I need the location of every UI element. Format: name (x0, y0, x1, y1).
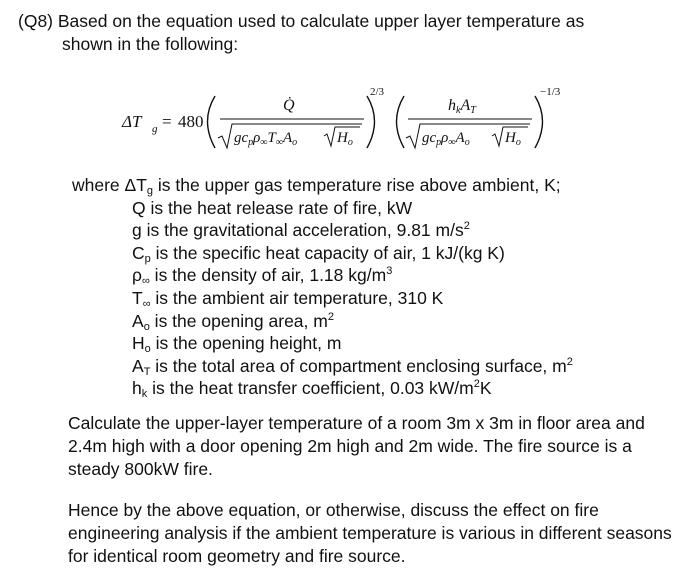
def-sup: 2 (327, 310, 334, 323)
eq-coefficient: 480 (178, 112, 204, 131)
def-symbol: ΔT (124, 175, 147, 195)
def-symbol: A (132, 310, 144, 331)
definition-item (72, 219, 682, 242)
eq-lhs: ΔT (122, 112, 142, 131)
definition-item (72, 287, 682, 310)
def-text: is the ambient air temperature, 310 K (150, 287, 444, 308)
def-sub: ∞ (141, 275, 150, 288)
eq-denominator-2: $gc_p\rho_\infty A_o$ (422, 130, 470, 148)
definition-item (72, 242, 682, 265)
def-sub: ∞ (142, 297, 151, 310)
right-paren-1 (367, 96, 375, 148)
left-paren-1 (208, 96, 216, 148)
def-sub: p (144, 252, 151, 265)
def-symbol: Q (132, 197, 146, 218)
intro-line-1: Based on the equation used to calculate upper layer temperature as (57, 11, 585, 31)
def-text: is the gravitational acceleration, 9.81 m/s (141, 220, 464, 241)
def-symbol: ρ (132, 265, 142, 286)
definition-item (72, 174, 682, 197)
eq-numerator-1: Q̇ (283, 97, 295, 114)
eq-numerator-2: hkAT (448, 97, 476, 116)
eq-den2-h: $H_o$ (505, 130, 521, 148)
temperature-equation (0, 80, 700, 160)
definition-lead: where (72, 175, 125, 195)
def-text: is the density of air, 1.18 kg/m (149, 265, 387, 286)
def-text: is the specific heat capacity of air, 1 kJ/(kg K) (150, 242, 505, 263)
definition-item (72, 310, 682, 333)
def-sub: k (141, 388, 148, 401)
eq-lhs-sub: g (152, 123, 158, 135)
definition-item (72, 264, 682, 287)
eq-exponent-1: 2/3 (370, 86, 385, 98)
def-sup: 2 (566, 355, 573, 368)
def-text: is the heat transfer coefficient, 0.03 kW/m (147, 378, 474, 399)
eq-exponent-2: −1/3 (540, 86, 561, 98)
question-intro (18, 10, 688, 56)
eq-denominator-1: $gc_p\rho_\infty T_\infty A_o$ (234, 130, 298, 148)
definition-item (72, 377, 682, 400)
def-text: is the total area of compartment enclosing surface, m (150, 355, 567, 376)
definition-item (72, 197, 682, 220)
def-sub: o (144, 343, 151, 356)
def-symbol: H (132, 333, 145, 354)
question-number: (Q8) (18, 11, 53, 31)
left-paren-2 (397, 96, 405, 148)
eq-den1-h: $H_o$ (337, 130, 353, 148)
def-symbol: T (132, 287, 143, 308)
def-sub: o (143, 320, 150, 333)
right-paren-2 (535, 96, 543, 148)
intro-line-2: shown in the following: (62, 34, 239, 54)
def-symbol: C (132, 242, 145, 263)
def-sup: 3 (386, 265, 393, 278)
calculation-paragraph: Calculate the upper-layer temperature of a room 3m x 3m in floor area and 2.4m high with a door opening 2m high and 2m wide. The fire source is a steady 800kW fire. (68, 413, 645, 479)
def-text: is the upper gas temperature rise above ambient, K; (153, 175, 561, 195)
definitions-list (72, 174, 682, 400)
def-sup: 2 (473, 378, 480, 391)
def-sub: g (146, 185, 154, 197)
discussion-paragraph: Hence by the above equation, or otherwise, discuss the effect on fire engineering analysis if the ambient temperature is various in different seasons for identical room geometry and fire source. (68, 500, 672, 566)
eq-equals: = (162, 112, 172, 131)
def-text: is the heat release rate of fire, kW (145, 197, 413, 218)
def-tail: K (479, 378, 492, 399)
def-text: is the opening height, m (150, 333, 342, 354)
def-symbol: h (132, 378, 142, 399)
def-symbol: A (132, 355, 144, 376)
def-sub: T (143, 365, 151, 378)
def-symbol: g (132, 220, 142, 241)
definition-item (72, 332, 682, 355)
def-text: is the opening area, m (149, 310, 328, 331)
def-sup: 2 (463, 220, 470, 233)
definition-item (72, 355, 682, 378)
